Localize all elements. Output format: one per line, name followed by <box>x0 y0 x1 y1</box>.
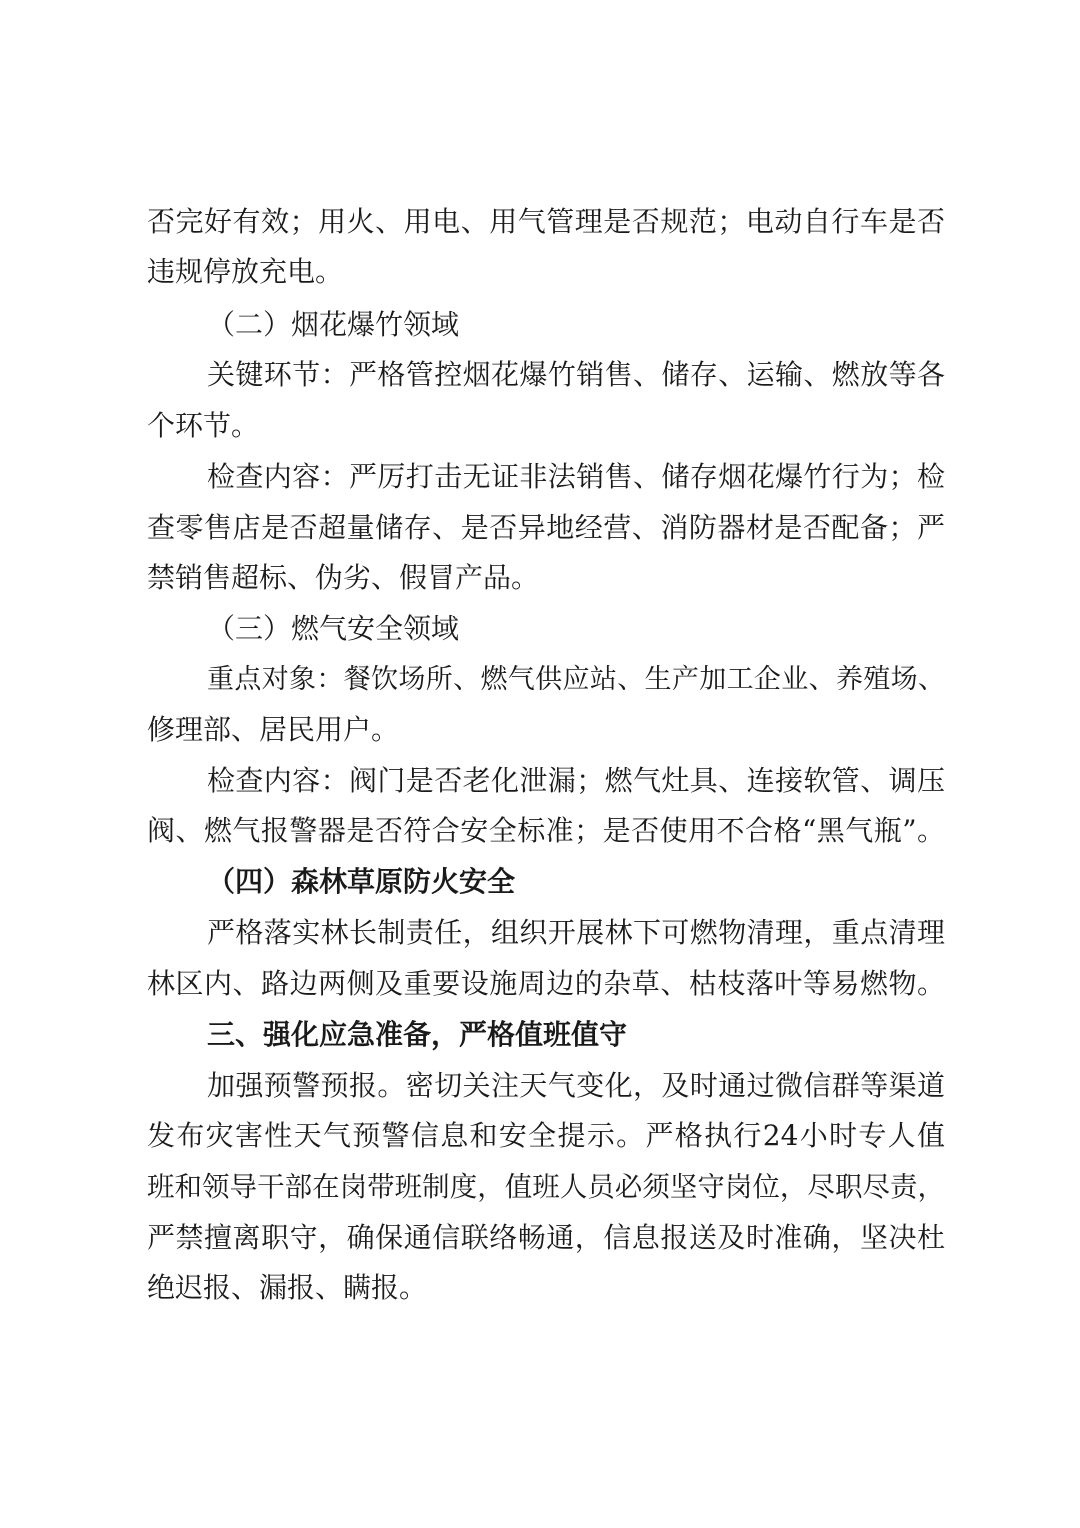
text-line: 重点对象：餐饮场所、燃气供应站、生产加工企业、养殖场、 <box>207 664 945 695</box>
text-line: 检查内容：严厉打击无证非法销售、储存烟花爆竹行为；检 <box>207 460 945 493</box>
text-line: 严禁擅离职守，确保通信联络畅通，信息报送及时准确，坚决杜 <box>147 1221 945 1254</box>
text-line: 禁销售超标、伪劣、假冒产品。 <box>147 561 540 594</box>
text-line: 查零售店是否超量储存、是否异地经营、消防器材是否配备；严 <box>147 511 945 544</box>
text-line: 严格落实林长制责任，组织开展林下可燃物清理，重点清理 <box>207 916 945 949</box>
chapter-heading: 三、强化应急准备，严格值班值守 <box>207 1018 628 1051</box>
text-line: 林区内、路边两侧及重要设施周边的杂草、枯枝落叶等易燃物。 <box>147 967 945 1000</box>
text-line: 修理部、居民用户。 <box>147 713 400 746</box>
text-line: 违规停放充电。 <box>147 255 344 288</box>
text-line: 加强预警预报。密切关注天气变化，及时通过微信群等渠道 <box>207 1069 945 1102</box>
text-line: 个环节。 <box>147 409 260 442</box>
section-heading: （三）燃气安全领域 <box>207 612 460 645</box>
text-line: 检查内容：阀门是否老化泄漏；燃气灶具、连接软管、调压 <box>207 764 945 797</box>
text-line: 否完好有效；用火、用电、用气管理是否规范；电动自行车是否 <box>147 205 945 238</box>
text-line: 阀、燃气报警器是否符合安全标准；是否使用不合格“黑气瓶”。 <box>147 814 945 847</box>
section-heading: （四）森林草原防火安全 <box>207 865 516 898</box>
text-line: 发布灾害性天气预警信息和安全提示。严格执行24小时专人值 <box>147 1119 945 1152</box>
text-line: 班和领导干部在岗带班制度，值班人员必须坚守岗位，尽职尽责， <box>147 1171 945 1203</box>
section-heading: （二）烟花爆竹领域 <box>207 308 460 341</box>
text-line: 绝迟报、漏报、瞒报。 <box>147 1271 428 1304</box>
text-line: 关键环节：严格管控烟花爆竹销售、储存、运输、燃放等各 <box>207 358 945 391</box>
